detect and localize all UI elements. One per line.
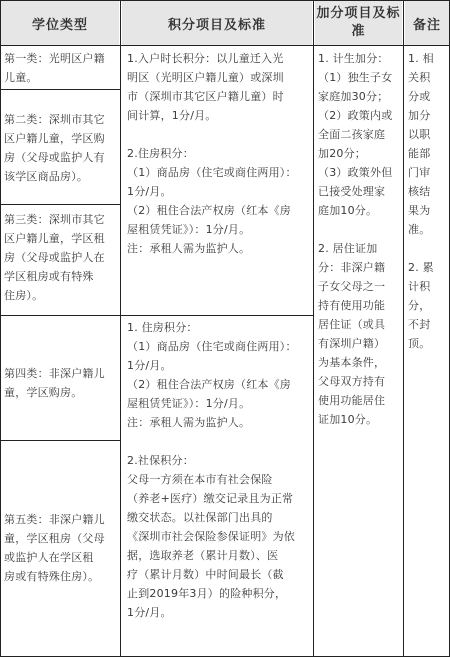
col-divider-3 xyxy=(403,0,404,657)
scoring-block-1: 1.入户时长积分：以儿童迁入光 明区（光明区户籍儿童）或深圳 市（深圳市其它区户籍儿童）时 间计算，1分/月。 2.住房积分： （1）商品房（住宅或商住两用）： 1分/月。 （2）租住合法产权房（红本《房 屋租赁凭证》）：1分/月。 注：承租人需为监护人。 xyxy=(127,52,297,255)
category-4: 第四类：非深户籍儿 童，学区购房。 xyxy=(4,367,105,399)
header-bonus-items: 加分项目及标 准 xyxy=(315,1,402,45)
remarks: 1. 相 关积 分或 加分 以职 能部 门审 核结 果为 准。 2. 累 计积 分， 不封 顶。 xyxy=(408,52,434,350)
border-top xyxy=(0,0,450,1)
category-5: 第五类：非深户籍儿 童，学区租房（父母 或监护人在学区租 房或有特殊住房）。 xyxy=(4,513,105,583)
row-divider-2 xyxy=(0,204,121,205)
header-remarks: 备注 xyxy=(405,1,449,45)
row-divider-3 xyxy=(0,315,314,316)
category-2: 第二类：深圳市其它 区户籍儿童，学区购 房（父母或监护人有 该学区商品房）。 xyxy=(4,113,105,183)
category-1: 第一类：光明区户籍 儿童。 xyxy=(4,52,105,84)
col-divider-2 xyxy=(313,0,314,657)
category-3: 第三类：深圳市其它 区户籍儿童，学区租 房（父母或监护人在 学区租房或有特殊 住房）。 xyxy=(4,213,105,302)
header-scoring-items: 积分项目及标准 xyxy=(122,1,312,45)
header-degree-type: 学位类型 xyxy=(1,1,119,45)
row-divider-1 xyxy=(0,89,121,90)
row-divider-4 xyxy=(0,440,121,441)
bonus-items: 1. 计生加分： （1）独生子女 家庭加30分； （2）政策内或 全面二孩家庭 加20分； （3）政策外但 已接受处理家 庭加10分。 2. 居住证加 分：非深户籍 子女父母之一 持有使用功能 居住证（或具 有深圳户籍） 为基本条件， 父母双方持有 使用功能居住 证加10分。 xyxy=(318,52,393,426)
header-divider xyxy=(0,45,450,46)
scoring-block-2: 1. 住房积分： （1）商品房（住宅或商住两用）： 1分/月。 （2）租住合法产权房（红本《房 屋租赁凭证》）：1分/月。 注：承租人需为监护人。 2.社保积分： 父母一方须在本市有社会保险 （养老+医疗）缴交记录且为正常 缴交状态。以社保部门出具的 《深圳市社会保险参保证明》为依 据，选取养老（累计月数）、医 疗（累计月数）中时间最长（截 止到2019年3月）的险种积分， 1分/月。 xyxy=(127,321,297,619)
col-divider-1 xyxy=(120,0,121,657)
border-left xyxy=(0,0,1,657)
